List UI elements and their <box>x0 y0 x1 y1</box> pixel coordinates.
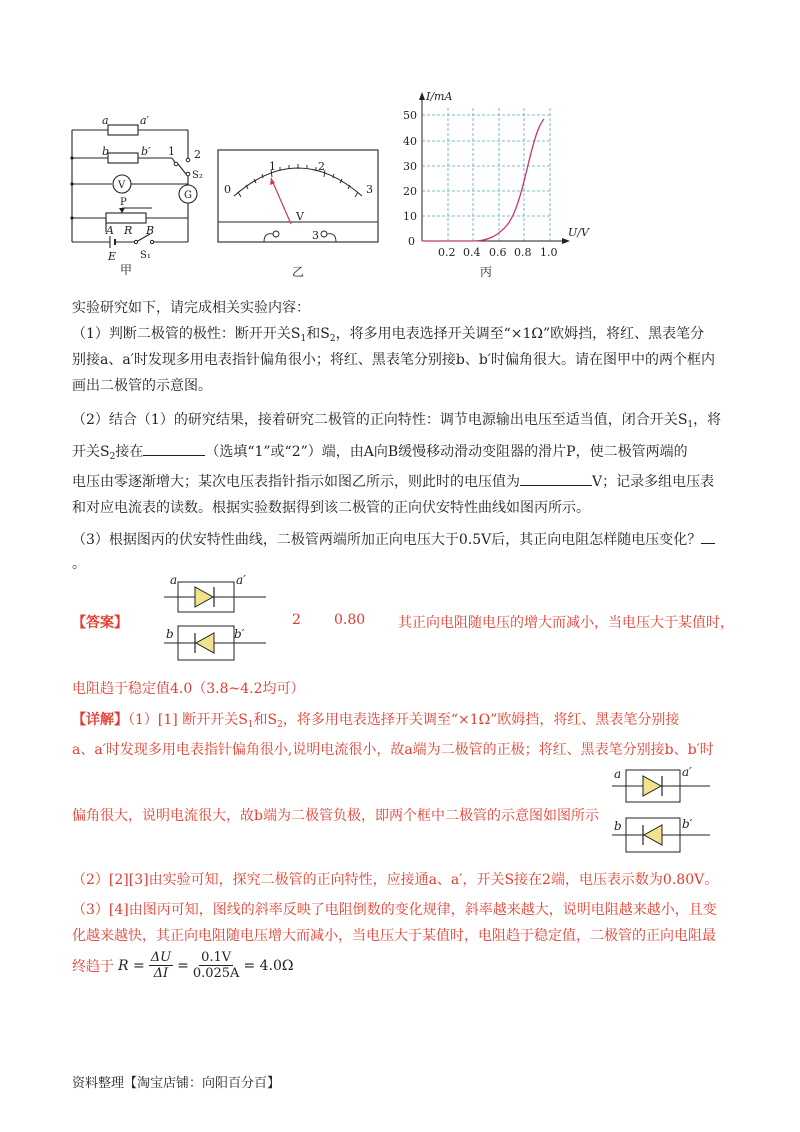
y-tick-10: 10 <box>403 210 417 223</box>
x-axis-label: U/V <box>568 226 589 239</box>
iv-curve-figure-bing <box>398 86 598 280</box>
svg-text:b: b <box>614 819 622 833</box>
question-intro: 实验研究如下，请完成相关实验内容： <box>72 300 310 316</box>
question-3-line-2: 。 <box>72 556 86 572</box>
diode-forward-icon <box>195 587 213 607</box>
svg-text:b′: b′ <box>682 817 693 831</box>
detail-3-line-1: （3）[4]由图丙可知，图线的斜率反映了电阻倒数的变化规律，斜率越来越大，说明电阻越来越小，且变 <box>72 902 717 918</box>
y-tick-0: 0 <box>408 235 415 248</box>
diode-answer-figure <box>162 572 267 664</box>
label-b: b <box>102 145 110 158</box>
x-tick-0.2: 0.2 <box>438 246 456 259</box>
svg-text:a: a <box>614 767 622 781</box>
blank-1[interactable] <box>143 441 205 456</box>
label-a: a <box>102 114 109 127</box>
blank-3[interactable] <box>701 529 715 544</box>
detail-1-line-1: 【详解】（1）[1] 断开开关$S_1$和$S_2$，将多用电表选择开关调至“×1Ω”欧姆挡，将红、黑表笔分别接 <box>72 712 680 730</box>
answer-3: 0.80 <box>334 612 366 628</box>
detail-3-line-2: 化越来越快，其正向电阻随电压增大而减小，当电压大于某值时，电阻趋于稳定值，二极管的正向电阻最 <box>72 928 716 944</box>
iv-curve <box>422 119 544 241</box>
y-axis-label: I/mA <box>426 90 453 103</box>
terminal-3: 3 <box>312 229 319 242</box>
scale-0: 0 <box>224 183 231 196</box>
answer-4-line-1: 其正向电阻随电压的增大而减小，当电压大于某值时， <box>398 615 734 631</box>
meter-unit-v: V <box>296 210 304 223</box>
question-2-line-1: （2）结合（1）的研究结果，接着研究二极管的正向特性：调节电源输出电压至适当值，闭合开关$S_1$，将 <box>72 412 722 430</box>
y-tick-30: 30 <box>403 160 417 173</box>
x-tick-0.4: 0.4 <box>463 246 481 259</box>
question-1-line-1: （1）判断二极管的极性：断开开关$S_1$和$S_2$，将多用电表选择开关调至“×1Ω”欧姆挡，将红、黑表笔分 <box>72 326 705 344</box>
question-1-line-3: 画出二极管的示意图。 <box>72 378 212 394</box>
svg-text:a′: a′ <box>682 765 692 779</box>
detail-1-line-3: 偏角很大，说明电流很大，故b端为二极管负极，即两个框中二极管的示意图如图所示 <box>72 808 599 824</box>
caption-bing: 丙 <box>480 265 493 279</box>
svg-text:b′: b′ <box>234 627 245 641</box>
question-2-line-4: 和对应电流表的读数。根据实验数据得到该二极管的正向伏安特性曲线如图丙所示。 <box>72 500 590 516</box>
detail-2: （2）[2][3]由实验可知，探究二极管的正向特性，应接通a、a′，开关S接在2端，电压表示数为0.80V。 <box>72 872 719 888</box>
label-a-prime: a′ <box>140 114 150 127</box>
label-1: 1 <box>168 145 175 158</box>
footer-text: 资料整理【淘宝店铺：向阳百分百】 <box>72 1076 281 1091</box>
y-tick-20: 20 <box>403 185 417 198</box>
svg-text:b: b <box>166 627 174 641</box>
scale-1: 1 <box>269 160 276 173</box>
y-tick-50: 50 <box>403 109 417 122</box>
x-tick-1.0: 1.0 <box>540 246 558 259</box>
question-2-line-3: 电压由零逐渐增大；某次电压表指针指示如图乙所示，则此时的电压值为 V；记录多组电压表 <box>72 470 732 494</box>
answer-2: 2 <box>292 612 301 628</box>
x-tick-0.8: 0.8 <box>514 246 532 259</box>
question-1-line-2: 别接a、a′时发现多用电表指针偏角很小；将红、黑表笔分别接b、b′时偏角很大。请在图甲中的两个框内 <box>72 352 715 368</box>
circuit-figure-jia <box>66 112 216 277</box>
diode-reverse-icon <box>196 633 214 653</box>
label-A: A <box>106 224 114 237</box>
detail-1-line-2: a、a′时发现多用电表指针偏角很小,说明电流很小，故a端为二极管的正极；将红、黑表笔分别接b、b′时 <box>72 742 714 758</box>
question-3-line-1: （3）根据图丙的伏安特性曲线，二极管两端所加正向电压大于0.5V后，其正向电阻怎样随电压变化？ <box>72 528 732 552</box>
label-E: E <box>108 250 117 263</box>
blank-2[interactable] <box>520 471 592 486</box>
svg-text:a′: a′ <box>236 573 246 587</box>
label-b-prime: b′ <box>141 145 151 158</box>
label-g: G <box>184 190 192 201</box>
label-R: R <box>124 224 133 237</box>
svg-text:a: a <box>170 573 178 587</box>
label-s2: S₂ <box>192 170 203 181</box>
answer-4-line-2: 电阻趋于稳定值4.0（3.8~4.2均可） <box>72 681 305 697</box>
scale-2: 2 <box>318 160 325 173</box>
scale-3: 3 <box>366 183 373 196</box>
y-tick-40: 40 <box>403 135 417 148</box>
label-B: B <box>146 224 155 237</box>
answer-label: 【答案】 <box>72 615 128 631</box>
voltmeter-figure-yi <box>216 148 381 280</box>
detail-3-formula: 终趋于 R = $\frac{\Delta U}{\Delta I}$ = $\frac{0.1V}{0.025A}$ = 4.0Ω <box>72 950 294 981</box>
label-s1: S₁ <box>140 250 151 261</box>
caption-jia: 甲 <box>120 263 133 277</box>
question-2-line-2: 开关$S_2$接在 （选填“1”或“2”）端，由A向B缓慢移动滑动变阻器的滑片P，使二极管两端的 <box>72 440 732 469</box>
label-2: 2 <box>194 148 201 161</box>
x-tick-0.6: 0.6 <box>489 246 507 259</box>
caption-yi: 乙 <box>292 265 305 279</box>
label-v: V <box>118 180 126 191</box>
label-p: P <box>120 197 127 208</box>
